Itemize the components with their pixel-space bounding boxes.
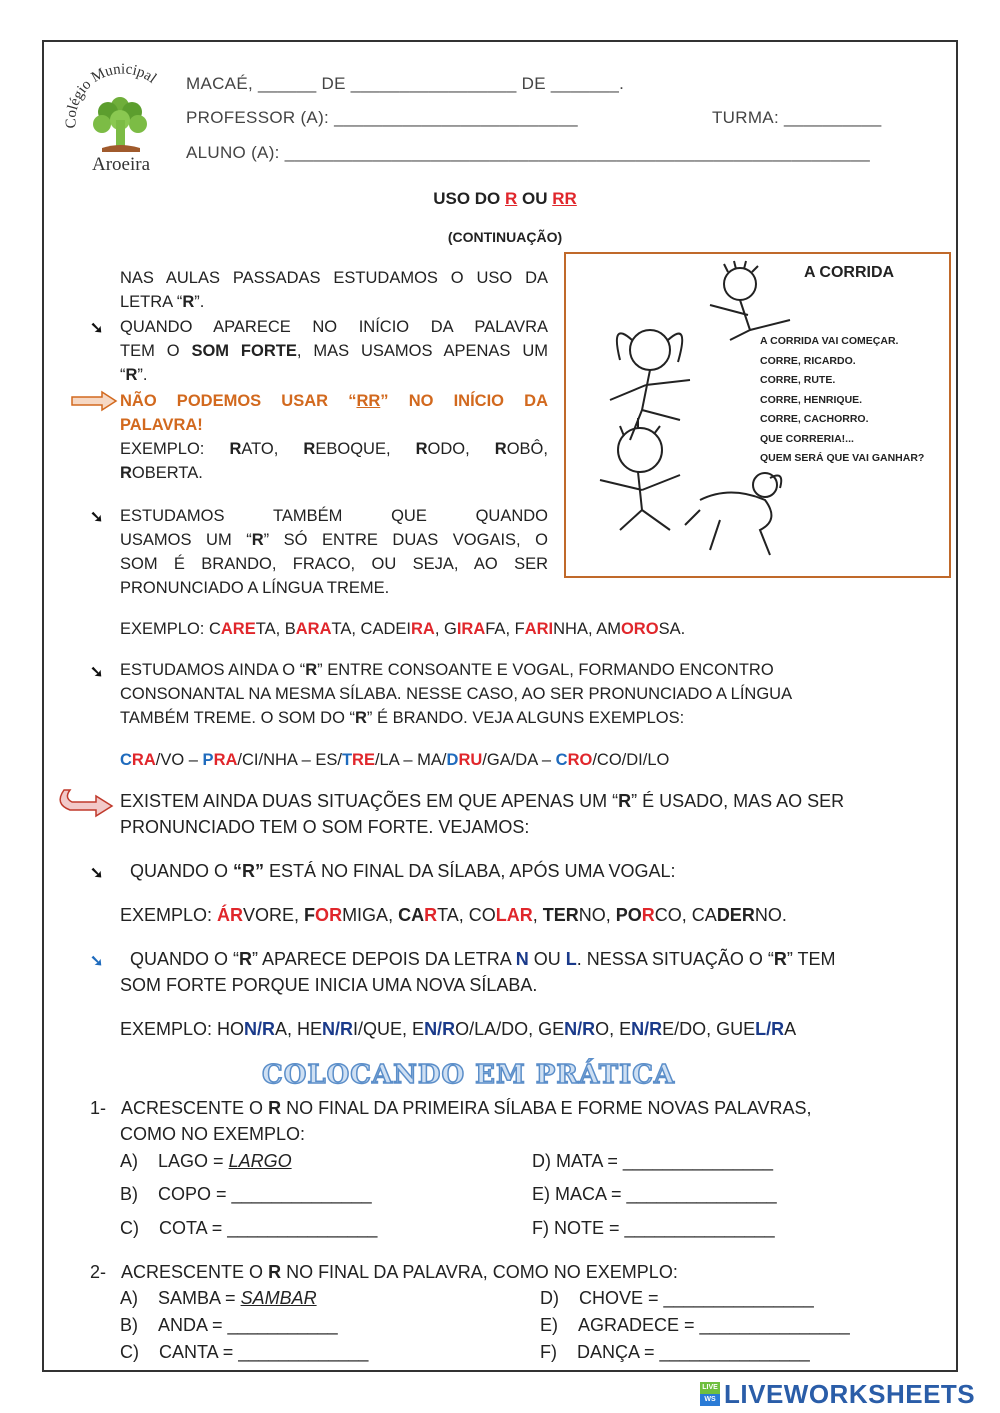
liveworksheets-logo[interactable] xyxy=(700,1380,975,1408)
q1-item-e[interactable]: E) MACA = _______________ xyxy=(532,1184,777,1204)
bullet-vogais: ESTUDAMOS TAMBÉM QUE QUANDO USAMOS UM “R” SÓ ENTRE DUAS VOGAIS, O SOM É BRANDO, FRACO, OU SEJA, AO SER PRONUNCIADO A LÍNGUA TREME. xyxy=(120,507,548,597)
story-lines xyxy=(760,332,924,469)
q2-item-c[interactable]: C) CANTA = _____________ xyxy=(120,1342,369,1362)
page-subtitle: (CONTINUAÇÃO) xyxy=(447,229,563,245)
page-title: USO DO R OU RR xyxy=(433,189,577,208)
curved-arrow-icon xyxy=(56,784,114,818)
turma-field[interactable]: TURMA: __________ xyxy=(712,108,882,127)
bullet-n-l: QUANDO O “R” APARECE DEPOIS DA LETRA N OU L. NESSA SITUAÇÃO O “R” TEM SOM FORTE PORQUE INICIA UMA NOVA SÍLABA. xyxy=(120,949,836,995)
q1-item-d[interactable]: D) MATA = _______________ xyxy=(532,1151,774,1171)
q2-item-a: A) SAMBA = SAMBAR xyxy=(120,1288,317,1308)
arrow-bullet-icon: ➘ xyxy=(90,320,104,337)
bullet-final-silaba: QUANDO O “R” ESTÁ NO FINAL DA SÍLABA, APÓS UMA VOGAL: xyxy=(130,861,676,881)
svg-text:Aroeira: Aroeira xyxy=(92,154,151,175)
illustration-title: A CORRIDA xyxy=(804,264,895,281)
q1-item-b[interactable]: B) COPO = ______________ xyxy=(120,1184,372,1204)
story-line: A CORRIDA VAI COMEÇAR. xyxy=(760,335,899,347)
bullet-inicio: QUANDO APARECE NO INÍCIO DA PALAVRA TEM O SOM FORTE, MAS USAMOS APENAS UM “R”. xyxy=(120,318,548,384)
example-vogais: EXEMPLO: CARETA, BARATA, CADEIRA, GIRAFA, FARINHA, AMOROSA. xyxy=(120,620,686,638)
story-line: CORRE, CACHORRO. xyxy=(760,413,869,425)
q2-item-d[interactable]: D) CHOVE = _______________ xyxy=(540,1288,814,1308)
professor-field[interactable]: PROFESSOR (A): _________________________ xyxy=(186,108,578,127)
intro-paragraph: NAS AULAS PASSADAS ESTUDAMOS O USO DA LETRA “R”. xyxy=(120,269,548,311)
arrow-bullet-icon: ➘ xyxy=(90,664,104,681)
example-inicio: EXEMPLO: RATO, REBOQUE, RODO, ROBÔ, ROBERTA. xyxy=(120,440,548,482)
q2-item-f[interactable]: F) DANÇA = _______________ xyxy=(540,1342,810,1362)
q1-prompt: 1- ACRESCENTE O R NO FINAL DA PRIMEIRA SÍLABA E FORME NOVAS PALAVRAS, COMO NO EXEMPLO: xyxy=(90,1098,812,1144)
arrow-bullet-icon: ➘ xyxy=(90,865,104,882)
liveworksheets-brand: LIVEWORKSHEETS xyxy=(724,1378,976,1409)
arrow-bullet-icon: ➘ xyxy=(90,953,104,970)
right-arrow-icon xyxy=(70,390,118,412)
example-final-silaba: EXEMPLO: ÁRVORE, FORMIGA, CARTA, COLAR, TERNO, PORCO, CADERNO. xyxy=(120,905,787,925)
practice-banner: COLOCANDO EM PRÁTICA xyxy=(262,1060,676,1090)
aluno-field[interactable]: ALUNO (A): ____________________________________________________________ xyxy=(186,143,870,162)
q1-item-c[interactable]: C) COTA = _______________ xyxy=(120,1218,378,1238)
syllable-examples: CRA/VO – PRA/CI/NHA – ES/TRE/LA – MA/DRU/GA/DA – CRO/CO/DI/LO xyxy=(120,751,670,769)
bullet-encontro: ESTUDAMOS AINDA O “R” ENTRE CONSOANTE E VOGAL, FORMANDO ENCONTRO CONSONANTAL NA MESMA SÍLABA. NESSE CASO, AO SER PRONUNCIADO A LÍNGUA TAMBÉM TREME. O SOM DO “R” É BRANDO. VEJA ALGUNS EXEMPLOS: xyxy=(120,661,793,727)
q2-prompt: 2- ACRESCENTE O R NO FINAL DA PALAVRA, COMO NO EXEMPLO: xyxy=(90,1262,678,1282)
q2-item-e[interactable]: E) AGRADECE = _______________ xyxy=(540,1315,850,1335)
story-line: QUE CORRERIA!... xyxy=(760,432,854,445)
arrow-bullet-icon: ➘ xyxy=(90,509,104,526)
story-line: CORRE, RICARDO. xyxy=(760,354,856,367)
liveworksheets-badge-icon: LIVE WS xyxy=(700,1382,720,1406)
story-line: QUEM SERÁ QUE VAI GANHAR? xyxy=(760,452,925,464)
q2-item-b[interactable]: B) ANDA = ___________ xyxy=(120,1315,338,1335)
school-logo xyxy=(62,58,182,182)
corrida-illustration xyxy=(564,252,951,578)
story-line: CORRE, HENRIQUE. xyxy=(760,393,863,406)
story-line: CORRE, RUTE. xyxy=(760,374,836,386)
tree-logo-icon xyxy=(62,58,182,182)
svg-text:Colégio Municipal: Colégio Municipal xyxy=(63,61,160,129)
q1-item-a: A) LAGO = LARGO xyxy=(120,1151,292,1171)
warning-no-rr: NÃO PODEMOS USAR “RR” NO INÍCIO DA PALAVRA! xyxy=(120,392,548,434)
date-line[interactable]: MACAÉ, ______ DE _________________ DE _______. xyxy=(186,74,625,93)
forte-intro: EXISTEM AINDA DUAS SITUAÇÕES EM QUE APENAS UM “R” É USADO, MAS AO SER PRONUNCIADO TEM O SOM FORTE. VEJAMOS: xyxy=(120,791,845,837)
q1-item-f[interactable]: F) NOTE = _______________ xyxy=(532,1218,775,1238)
example-n-l: EXEMPLO: HON/RA, HEN/RI/QUE, EN/RO/LA/DO, GEN/RO, EN/RE/DO, GUEL/RA xyxy=(120,1019,797,1039)
